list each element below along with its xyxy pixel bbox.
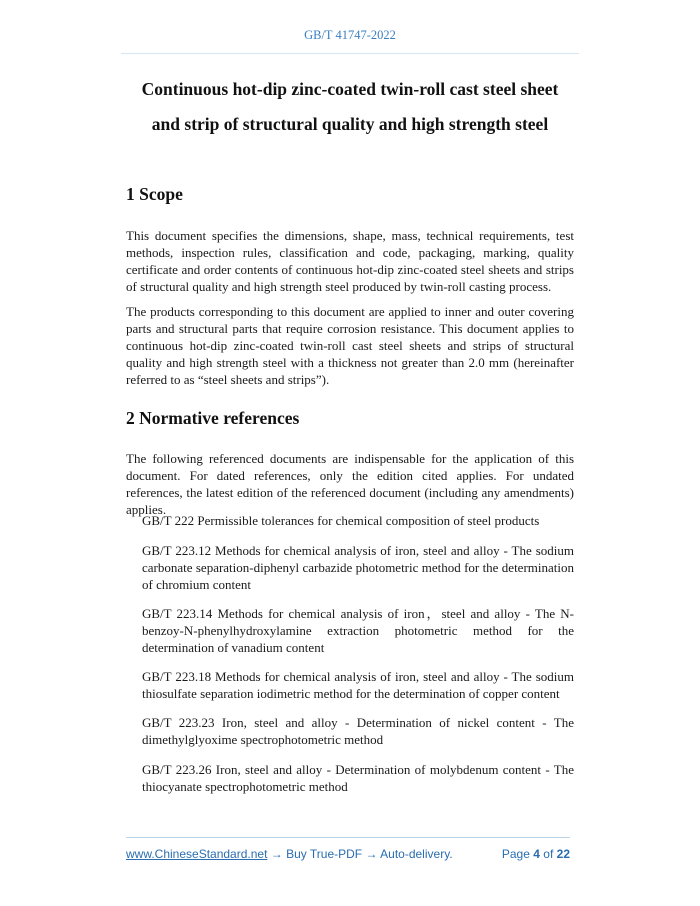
page-current: 4 [533, 847, 540, 861]
chinesestandard-link[interactable]: www.ChineseStandard.net [126, 847, 268, 861]
page-total: 22 [556, 847, 570, 861]
reference-item: GB/T 223.23 Iron, steel and alloy - Determination of nickel content - The dimethylglyoxime spectrophotometric method [142, 715, 574, 747]
document-title-line-2: and strip of structural quality and high strength steel [151, 114, 549, 134]
section-heading-normative-references: 2 Normative references [126, 408, 300, 428]
reference-item: GB/T 223.14 Methods for chemical analysis of iron，steel and alloy - The N-benzoy-N-phenylhydroxylamine extraction photometric method for the determination of vanadium content [142, 606, 574, 655]
section-heading-scope: 1 Scope [126, 184, 183, 204]
arrow-right-icon: → [270, 847, 283, 861]
normative-references-intro: The following referenced documents are indispensable for the application of this document. For dated references, only the edition cited applies. For undated references, the latest edition of the referenced document (including any amendments) applies. [126, 451, 574, 517]
page-of-label: of [543, 847, 554, 861]
footer-buy-text: Buy True-PDF [286, 847, 363, 861]
footer-promo [126, 847, 453, 861]
arrow-right-icon: → [365, 847, 378, 861]
page-label: Page [501, 847, 530, 861]
footer-delivery-text: Auto-delivery. [380, 847, 453, 861]
page-number [502, 847, 570, 861]
scope-paragraph-2: The products corresponding to this document are applied to inner and outer covering parts and structural parts that require corrosion resistance. This document applies to continuous hot-dip zinc-coated twin-roll cast steel sheets and strips of structural quality and high strength steel with a thickness not greater than 2.0 mm (hereinafter referred to as “steel sheets and strips”). [126, 304, 574, 387]
reference-item: GB/T 222 Permissible tolerances for chemical composition of steel products [142, 513, 540, 528]
scope-paragraph-1: This document specifies the dimensions, shape, mass, technical requirements, test methods, inspection rules, classification and code, packaging, marking, quality certificate and order contents of continuous hot-dip zinc-coated steel sheets and strips of structural quality and high strength steel produced by twin-roll casting process. [126, 228, 574, 294]
document-title-line-1: Continuous hot-dip zinc-coated twin-roll cast steel sheet [141, 79, 559, 99]
reference-item: GB/T 223.12 Methods for chemical analysis of iron, steel and alloy - The sodium carbonate separation-diphenyl carbazide photometric method for the determination of chromium content [142, 543, 574, 592]
header-divider [121, 53, 579, 54]
reference-item: GB/T 223.26 Iron, steel and alloy - Determination of molybdenum content - The thiocyanate spectrophotometric method [142, 762, 574, 794]
running-header-standard-code: GB/T 41747-2022 [304, 28, 396, 42]
footer-divider [126, 837, 570, 838]
reference-item: GB/T 223.18 Methods for chemical analysis of iron, steel and alloy - The sodium thiosulfate separation iodimetric method for the determination of copper content [142, 669, 574, 701]
document-title [122, 72, 578, 142]
